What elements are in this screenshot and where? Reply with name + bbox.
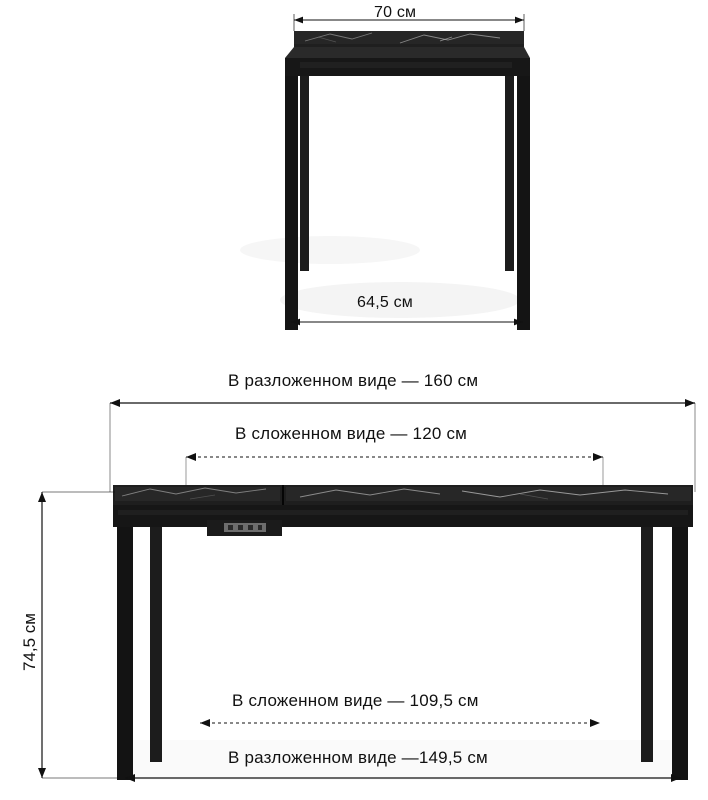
dim-arrow-right [685, 399, 695, 407]
dim-arrow-left [186, 453, 196, 461]
dim-arrow-left [294, 17, 303, 24]
top-view-drawing [0, 0, 708, 350]
table-leg-front-right [517, 76, 530, 330]
dim-arrow-right [590, 719, 600, 727]
label-folded-base: В сложенном виде — 109,5 см [232, 691, 479, 710]
dim-arrow-left [110, 399, 120, 407]
mechanism-screw [228, 525, 233, 530]
label-extended-base: В разложенном виде —149,5 см [228, 748, 488, 767]
table-leg-back-left [300, 76, 309, 271]
dim-arrow-down [38, 768, 46, 778]
label-folded-width: В сложенном виде — 120 см [235, 424, 468, 443]
label-top-width: 70 см [374, 4, 417, 21]
dim-arrow-left [200, 719, 210, 727]
floor-shadow-2 [240, 236, 420, 264]
label-extended-width: В разложенном виде — 160 см [228, 371, 479, 390]
table-leg-front-left [117, 527, 133, 780]
dim-arrow-right [593, 453, 603, 461]
table-top-surface [294, 31, 524, 44]
table-apron-highlight [118, 510, 688, 515]
dim-arrow-right [515, 17, 524, 24]
dim-arrow-up [38, 492, 46, 502]
table-leg-front-right [672, 527, 688, 780]
table-leg-front-left [285, 76, 298, 330]
mechanism-screw [258, 525, 262, 530]
mechanism-screw [238, 525, 243, 530]
table-inner-rail [300, 62, 512, 68]
label-height: 74,5 см [20, 613, 39, 671]
mechanism-screw [248, 525, 253, 530]
table-leg-back-right [505, 76, 514, 271]
table-apron [113, 505, 693, 527]
table-leg-back-right [641, 527, 653, 762]
table-leg-back-left [150, 527, 162, 762]
table-top-right-panel [286, 487, 691, 501]
table-apron-bevel [285, 47, 530, 58]
label-bottom-width: 64,5 см [357, 294, 413, 311]
